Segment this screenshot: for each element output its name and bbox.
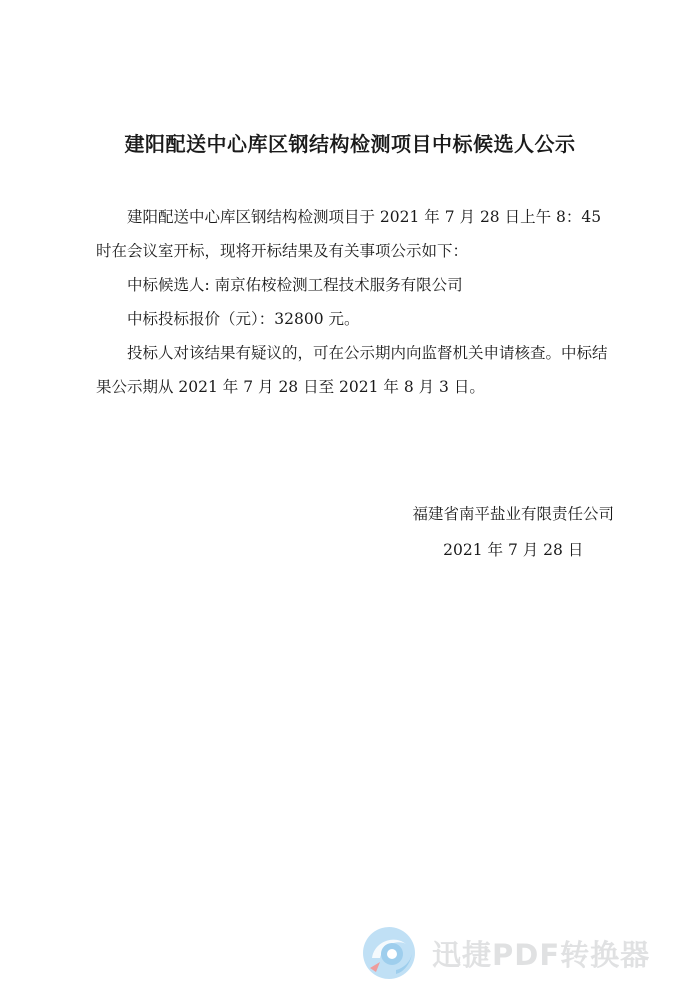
signature-date: 2021 年 7 月 28 日 bbox=[443, 541, 584, 559]
signature-organization: 福建省南平盐业有限责任公司 bbox=[412, 505, 614, 523]
paragraph-bid-price: 中标投标报价（元）：32800 元。 bbox=[127, 310, 360, 328]
document-title: 建阳配送中心库区钢结构检测项目中标候选人公示 bbox=[124, 132, 576, 156]
paragraph-candidate: 中标候选人: 南京佑桉检测工程技术服务有限公司 bbox=[127, 276, 463, 294]
document-body bbox=[96, 200, 616, 404]
paragraph-opening: 建阳配送中心库区钢结构检测项目于 2021 年 7 月 28 日上午 8：45 时在会议室开标，现将开标结果及有关事项公示如下： bbox=[96, 208, 602, 260]
paragraph-objection: 投标人对该结果有疑议的，可在公示期内向监督机关申请核查。中标结果公示期从 2021 年 7 月 28 日至 2021 年 8 月 3 日。 bbox=[96, 344, 608, 396]
watermark-text: 迅捷PDF转换器 bbox=[432, 937, 651, 972]
xunjie-pdf-logo-icon bbox=[360, 924, 418, 982]
signature-block bbox=[412, 496, 614, 568]
watermark bbox=[360, 924, 650, 982]
